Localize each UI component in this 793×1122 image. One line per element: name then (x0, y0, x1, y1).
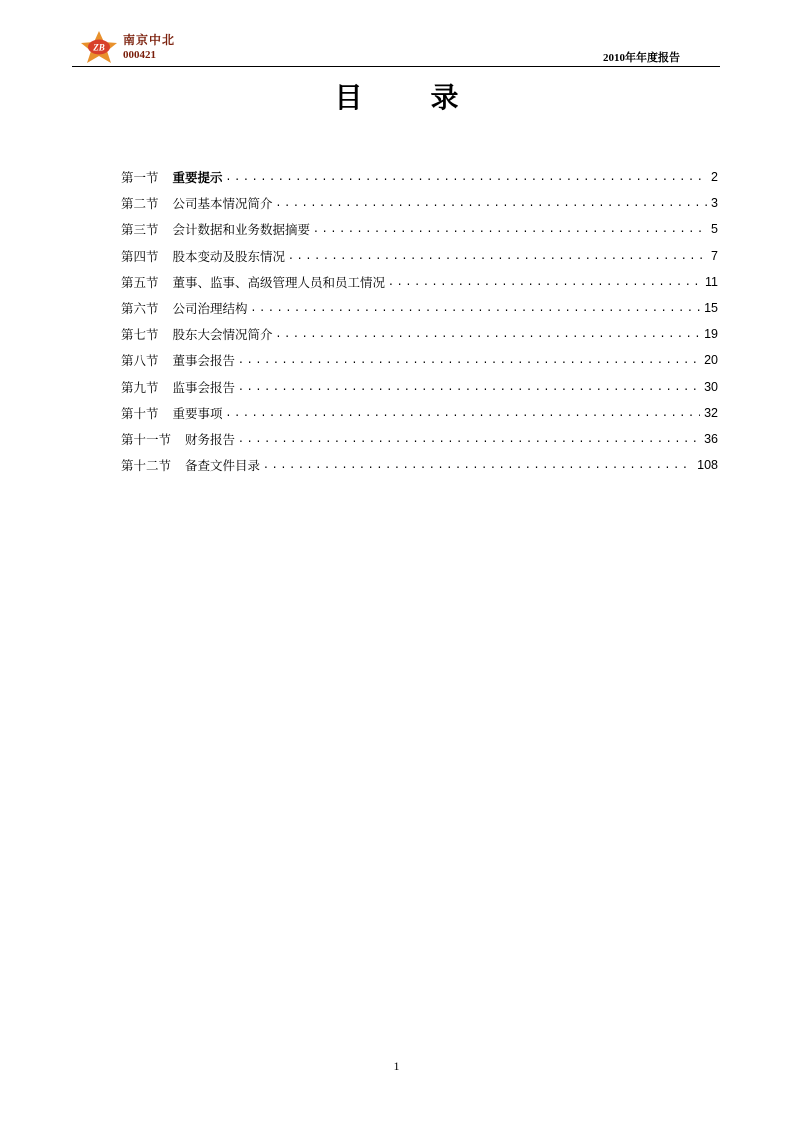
toc-section-title: 董事、监事、高级管理人员和员工情况 (172, 274, 386, 290)
toc-dot-leader (277, 196, 708, 210)
company-name: 南京中北 (123, 33, 176, 47)
toc-entry[interactable] (121, 164, 718, 190)
toc-page-number: 30 (704, 379, 718, 394)
report-title: 2010年年度报告 (603, 52, 680, 64)
toc-dot-leader (389, 275, 701, 289)
toc-section-number: 第三节 (121, 222, 159, 238)
toc-section-title: 财务报告 (185, 431, 236, 447)
toc-section-title: 会计数据和业务数据摘要 (172, 222, 311, 238)
toc-page-number: 7 (711, 248, 718, 263)
toc-dot-leader (239, 353, 700, 367)
toc-entry[interactable] (121, 190, 718, 216)
toc-page-number: 11 (705, 274, 718, 289)
page-title-part2: 录 (430, 81, 459, 114)
toc-section-title: 股东大会情况简介 (172, 327, 273, 343)
toc-entry[interactable] (121, 216, 718, 242)
toc-entry[interactable] (121, 295, 718, 321)
toc-entry[interactable] (121, 243, 718, 269)
toc-entry[interactable] (121, 347, 718, 373)
toc-dot-leader (277, 327, 701, 341)
stock-code: 000421 (123, 49, 156, 61)
toc-dot-leader (264, 458, 693, 472)
toc-section-number: 第五节 (121, 274, 159, 290)
toc-entry[interactable] (121, 374, 718, 400)
toc-dot-leader (239, 380, 700, 394)
toc-dot-leader (239, 432, 700, 446)
toc-page-number: 20 (704, 353, 718, 368)
toc-section-number: 第四节 (121, 248, 159, 264)
toc-section-number: 第十节 (121, 405, 159, 421)
toc-page-number: 36 (704, 431, 718, 446)
table-of-contents (121, 164, 718, 478)
toc-section-title: 监事会报告 (172, 379, 236, 395)
header-rule (72, 66, 720, 67)
toc-entry[interactable] (121, 400, 718, 426)
toc-section-number: 第一节 (121, 170, 159, 186)
toc-section-number: 第六节 (121, 301, 159, 317)
toc-section-title: 重要提示 (172, 170, 223, 186)
toc-dot-leader (252, 301, 701, 315)
page-number: 1 (393, 1059, 400, 1073)
toc-page-number: 32 (704, 405, 718, 420)
toc-page-number: 15 (704, 301, 718, 316)
toc-section-title: 重要事项 (172, 405, 223, 421)
toc-section-number: 第十二节 (121, 458, 172, 474)
toc-entry[interactable] (121, 426, 718, 452)
toc-page-number: 19 (704, 327, 718, 342)
toc-page-number: 2 (711, 170, 718, 185)
toc-section-title: 公司治理结构 (172, 301, 248, 317)
toc-dot-leader (289, 249, 707, 263)
logo-text: ZB (93, 42, 105, 53)
toc-section-number: 第十一节 (121, 431, 172, 447)
toc-page-number: 3 (711, 196, 718, 211)
toc-page-number: 5 (711, 222, 718, 237)
company-logo-icon (80, 30, 118, 64)
toc-dot-leader (314, 222, 707, 236)
page-title-part1: 目 (334, 81, 363, 114)
page-title (0, 76, 793, 116)
toc-dot-leader (227, 170, 708, 184)
toc-page-number: 108 (697, 458, 718, 473)
toc-section-number: 第七节 (121, 327, 159, 343)
toc-section-title: 董事会报告 (172, 353, 236, 369)
toc-section-number: 第八节 (121, 353, 159, 369)
toc-section-number: 第二节 (121, 196, 159, 212)
toc-section-title: 备查文件目录 (185, 458, 261, 474)
toc-dot-leader (227, 406, 701, 420)
toc-entry[interactable] (121, 269, 718, 295)
toc-section-title: 股本变动及股东情况 (172, 248, 286, 264)
toc-entry[interactable] (121, 452, 718, 478)
toc-entry[interactable] (121, 321, 718, 347)
toc-section-title: 公司基本情况简介 (172, 196, 273, 212)
page-header (80, 28, 720, 68)
toc-section-number: 第九节 (121, 379, 159, 395)
